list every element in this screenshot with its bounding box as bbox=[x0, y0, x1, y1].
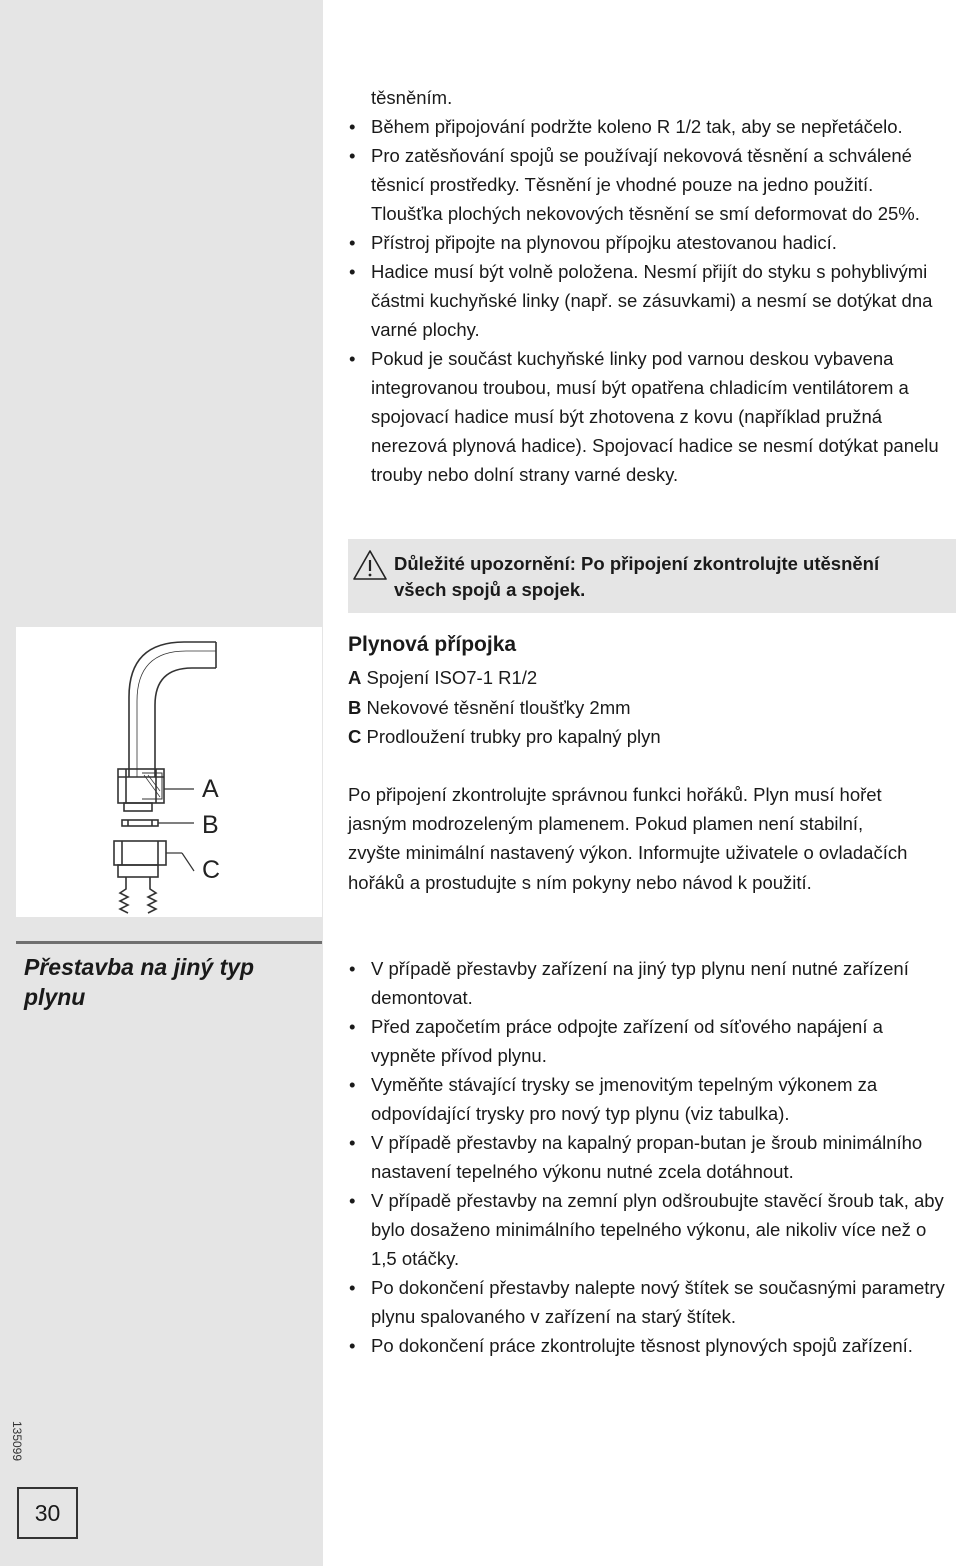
legend-text: Prodloužení trubky pro kapalný plyn bbox=[366, 726, 661, 747]
list-item: • V případě přestavby na kapalný propan-butan je šroub minimálního nastavení tepelného výkonu nutné zcela dotáhnout. bbox=[348, 1128, 948, 1186]
warning-text: Důležité upozornění: Po připojení zkontrolujte utěsnění všech spojů a spojek. bbox=[394, 553, 880, 600]
list-item: • Hadice musí být volně položena. Nesmí přijít do styku s pohyblivými částmi kuchyňské linky (např. se zásuvkami) a nesmí se dotýkat dna varné plochy. bbox=[348, 257, 948, 344]
legend-key: B bbox=[348, 696, 362, 718]
legend-text: Spojení ISO7-1 R1/2 bbox=[366, 667, 538, 688]
list-item: • Po dokončení práce zkontrolujte těsnost plynových spojů zařízení. bbox=[348, 1331, 948, 1360]
list-item: • V případě přestavby zařízení na jiný typ plynu není nutné zařízení demontovat. bbox=[348, 954, 948, 1012]
list-item: • Během připojování podržte koleno R 1/2 tak, aby se nepřetáčelo. bbox=[348, 112, 948, 141]
legend-item bbox=[348, 663, 948, 693]
warning-triangle-icon bbox=[352, 549, 388, 581]
list-item: • Před započetím práce odpojte zařízení od síťového napájení a vypněte přívod plynu. bbox=[348, 1012, 948, 1070]
section-divider bbox=[16, 941, 322, 944]
list-item: • Pokud je součást kuchyňské linky pod varnou deskou vybavena integrovanou troubou, musí být opatřena chladicím ventilátorem a spojovací hadice musí být zhotovena z kovu (například pružná nerezová plynová hadice). Spojovací hadice se nesmí dotýkat panelu trouby nebo dolní strany varné desky. bbox=[348, 344, 948, 489]
list-item: • Vyměňte stávající trysky se jmenovitým tepelným výkonem za odpovídající trysky pro nový typ plynu (viz tabulka). bbox=[348, 1070, 948, 1128]
conversion-bullet-list bbox=[348, 954, 948, 1360]
list-item: • Pro zatěsňování spojů se používají nekovová těsnění a schválené těsnicí prostředky. Těsnění je vhodné pouze na jedno použití. Tloušťka plochých nekovových těsnění se smí deformovat do 25%. bbox=[348, 141, 948, 228]
legend-key: A bbox=[348, 667, 362, 688]
installation-instructions bbox=[348, 83, 948, 489]
legend-key: C bbox=[348, 726, 362, 747]
figure-legend bbox=[348, 663, 948, 752]
elbow-fitting-drawing bbox=[16, 627, 322, 917]
figure-label-c: C bbox=[202, 856, 221, 884]
list-item: • V případě přestavby na zemní plyn odšroubujte stavěcí šroub tak, aby bylo dosaženo minimálního tepelného výkonu, ale nikoliv více než o 1,5 otáčky. bbox=[348, 1186, 948, 1273]
section-heading: Přestavba na jiný typ plynu bbox=[24, 954, 255, 1010]
document-code: 135099 bbox=[10, 1420, 24, 1462]
continuation-text: těsněním. bbox=[371, 87, 453, 108]
list-item: • Po dokončení přestavby nalepte nový štítek se současnými parametry plynu spalovaného v zařízení na starý štítek. bbox=[348, 1273, 948, 1331]
list-item: • Přístroj připojte na plynovou přípojku atestovanou hadicí. bbox=[348, 228, 948, 257]
after-connection-paragraph: Po připojení zkontrolujte správnou funkci hořáků. Plyn musí hořet jasným modrozeleným plamenem. Pokud plamen není stabilní, zvyšte minimální nastavený výkon. Informujte uživatele o ovladačích hořáků a prostudujte s ním pokyny nebo návod k použití. bbox=[348, 784, 908, 893]
gas-connection-title: Plynová přípojka bbox=[348, 633, 517, 656]
legend-item bbox=[348, 693, 948, 723]
gas-connection-figure bbox=[16, 627, 322, 917]
figure-label-b: B bbox=[202, 811, 219, 839]
figure-label-a: A bbox=[202, 775, 219, 803]
legend-text: Nekovové těsnění tloušťky 2mm bbox=[366, 696, 631, 718]
conversion-instructions bbox=[348, 954, 948, 1360]
legend-item bbox=[348, 722, 948, 752]
installation-bullet-list bbox=[348, 112, 948, 489]
page-number: 30 bbox=[17, 1487, 78, 1539]
warning-notice bbox=[348, 539, 956, 613]
